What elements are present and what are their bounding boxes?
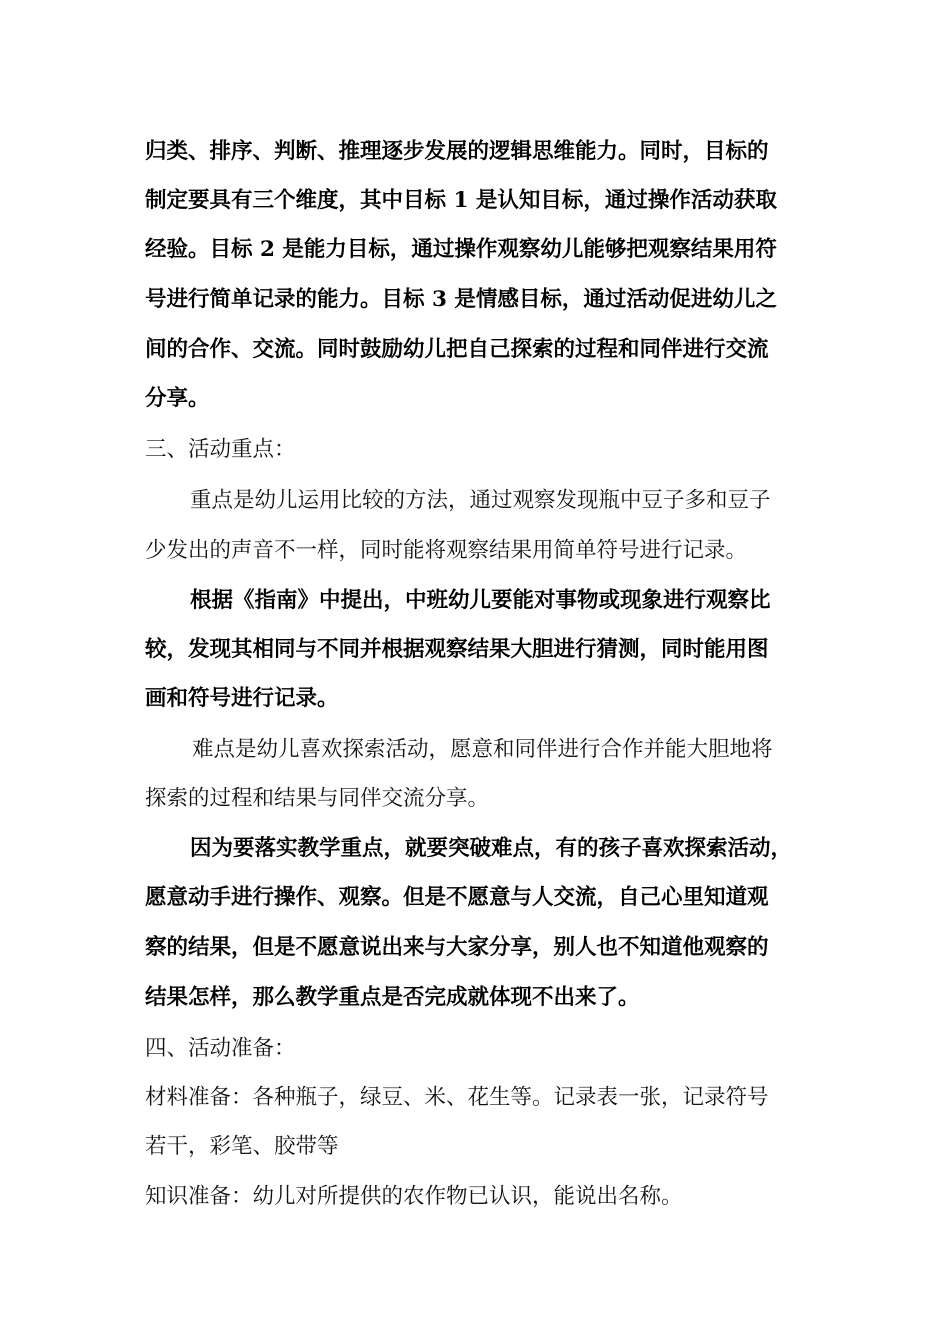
paragraph-line: 探索的过程和结果与同伴交流分享。 — [145, 786, 490, 811]
section-heading: 三、活动重点： — [145, 437, 296, 462]
paragraph-line: 材料准备：各种瓶子，绿豆、米、花生等。记录表一张，记录符号 — [145, 1085, 769, 1110]
paragraph-line: 因为要落实教学重点，就要突破难点，有的孩子喜欢探索活动， — [190, 836, 793, 861]
paragraph-line: 少发出的声音不一样，同时能将观察结果用简单符号进行记录。 — [145, 538, 748, 563]
paragraph-line: 归类、排序、判断、推理逐步发展的逻辑思维能力。同时，目标的 — [145, 139, 769, 164]
paragraph-line: 较，发现其相同与不同并根据观察结果大胆进行猜测，同时能用图 — [145, 637, 769, 662]
paragraph-line: 分享。 — [145, 386, 210, 411]
paragraph-line: 间的合作、交流。同时鼓励幼儿把自己探索的过程和同伴进行交流 — [145, 337, 769, 362]
paragraph-line: 根据《指南》中提出，中班幼儿要能对事物或现象进行观察比 — [190, 588, 771, 613]
paragraph-line: 知识准备：幼儿对所提供的农作物已认识，能说出名称。 — [145, 1184, 683, 1209]
paragraph-line: 察的结果，但是不愿意说出来与大家分享，别人也不知道他观察的 — [145, 935, 769, 960]
paragraph-line: 若干，彩笔、胶带等 — [145, 1134, 339, 1159]
paragraph-line: 重点是幼儿运用比较的方法，通过观察发现瓶中豆子多和豆子 — [190, 488, 771, 513]
paragraph-line: 经验。目标 2 是能力目标，通过操作观察幼儿能够把观察结果用符 — [145, 237, 777, 262]
paragraph-line: 结果怎样，那么教学重点是否完成就体现不出来了。 — [145, 985, 640, 1010]
paragraph-line: 号进行简单记录的能力。目标 3 是情感目标，通过活动促进幼儿之 — [145, 287, 777, 312]
paragraph-line: 制定要具有三个维度，其中目标 1 是认知目标，通过操作活动获取 — [145, 188, 777, 213]
paragraph-line: 愿意动手进行操作、观察。但是不愿意与人交流，自己心里知道观 — [145, 885, 769, 910]
paragraph-line: 难点是幼儿喜欢探索活动，愿意和同伴进行合作并能大胆地将 — [192, 737, 773, 762]
paragraph-line: 画和符号进行记录。 — [145, 686, 339, 711]
section-heading: 四、活动准备： — [145, 1036, 296, 1061]
